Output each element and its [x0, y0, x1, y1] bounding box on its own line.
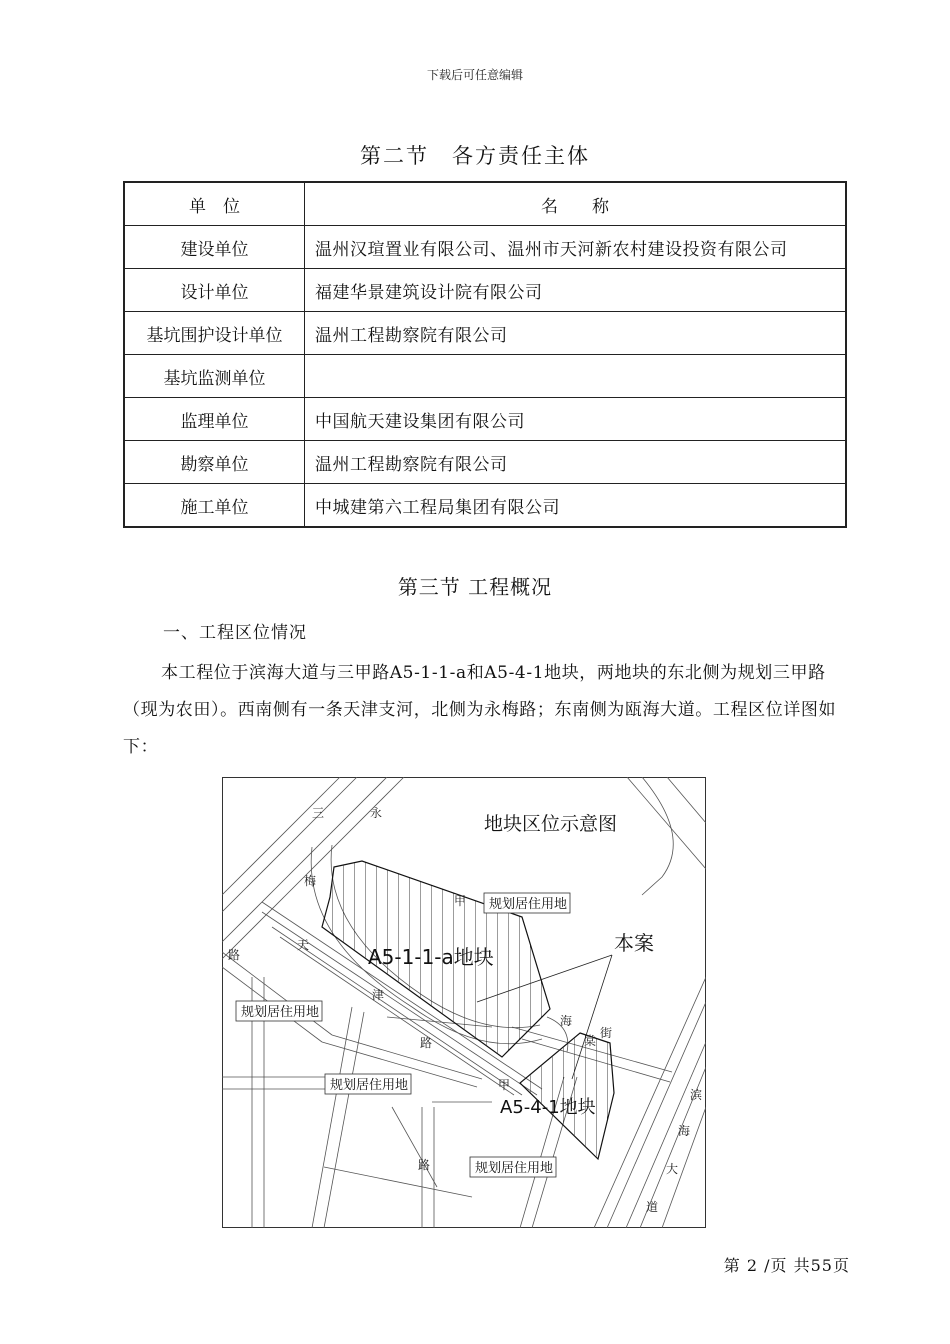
subheading-location: 一、工程区位情况 [163, 623, 307, 643]
road-char: 津 [372, 988, 385, 1002]
name-cell: 温州汉瑄置业有限公司、温州市天河新农村建设投资有限公司 [305, 226, 847, 269]
table-row [124, 398, 846, 441]
residential-label: 规划居住用地 [475, 1161, 554, 1176]
responsible-parties-table [123, 181, 847, 528]
section-title-responsible-parties: 第二节 各方责任主体 [360, 144, 590, 168]
road-char: 路 [228, 948, 241, 962]
project-label: 本案 [614, 931, 654, 955]
road-char: 路 [418, 1158, 431, 1172]
name-cell: 中国航天建设集团有限公司 [305, 398, 847, 441]
road-char: 大 [666, 1162, 679, 1176]
table-row [124, 484, 846, 528]
name-cell: 温州工程勘察院有限公司 [305, 312, 847, 355]
road-char: 三 [312, 806, 325, 820]
unit-cell: 设计单位 [124, 269, 305, 312]
road-char: 永 [370, 806, 383, 820]
unit-cell: 建设单位 [124, 226, 305, 269]
name-cell: 中城建第六工程局集团有限公司 [305, 484, 847, 528]
road-char: 路 [420, 1036, 433, 1050]
road-char: 甲 [454, 894, 467, 908]
residential-label: 规划居住用地 [489, 897, 568, 912]
road-char: 梅 [304, 874, 317, 888]
road-char: 天 [297, 938, 310, 952]
table-row [124, 312, 846, 355]
header-name: 名 称 [305, 182, 847, 226]
map-title: 地块区位示意图 [484, 813, 618, 835]
name-cell [305, 355, 847, 398]
plot-label-a5-4-1: A5-4-1地块 [500, 1097, 596, 1118]
residential-label: 规划居住用地 [241, 1005, 320, 1020]
unit-cell: 基坑围护设计单位 [124, 312, 305, 355]
unit-cell: 施工单位 [124, 484, 305, 528]
name-cell: 温州工程勘察院有限公司 [305, 441, 847, 484]
header-unit: 单 位 [124, 182, 305, 226]
unit-cell: 监理单位 [124, 398, 305, 441]
section-title-project-overview: 第三节 工程概况 [397, 575, 553, 599]
name-cell: 福建华景建筑设计院有限公司 [305, 269, 847, 312]
header-note: 下载后可任意编辑 [426, 68, 523, 82]
road-char: 甲 [498, 1078, 511, 1092]
table-row [124, 441, 846, 484]
table-row [124, 269, 846, 312]
table-row [124, 226, 846, 269]
location-paragraph [123, 655, 849, 766]
road-char: 海 [678, 1124, 691, 1138]
road-char: 滨 [690, 1088, 703, 1102]
page-number: 第 2 /页 共55页 [723, 1256, 850, 1275]
plot-label-a5-1-1-a: A5-1-1-a地块 [368, 945, 494, 969]
table-header-row [124, 182, 846, 226]
unit-cell: 基坑监测单位 [124, 355, 305, 398]
location-map [222, 777, 706, 1228]
road-char: 棠 [584, 1034, 597, 1048]
road-char: 海 [560, 1014, 573, 1028]
unit-cell: 勘察单位 [124, 441, 305, 484]
road-char: 道 [646, 1200, 659, 1214]
residential-label: 规划居住用地 [330, 1078, 409, 1093]
table-row [124, 355, 846, 398]
location-paragraph-text: 本工程位于滨海大道与三甲路A5-1-1-a和A5-4-1地块，两地块的东北侧为规划三甲路（现为农田）。西南侧有一条天津支河，北侧为永梅路；东南侧为瓯海大道。工程区位详图如下： [123, 663, 837, 757]
road-char: 街 [600, 1026, 613, 1040]
